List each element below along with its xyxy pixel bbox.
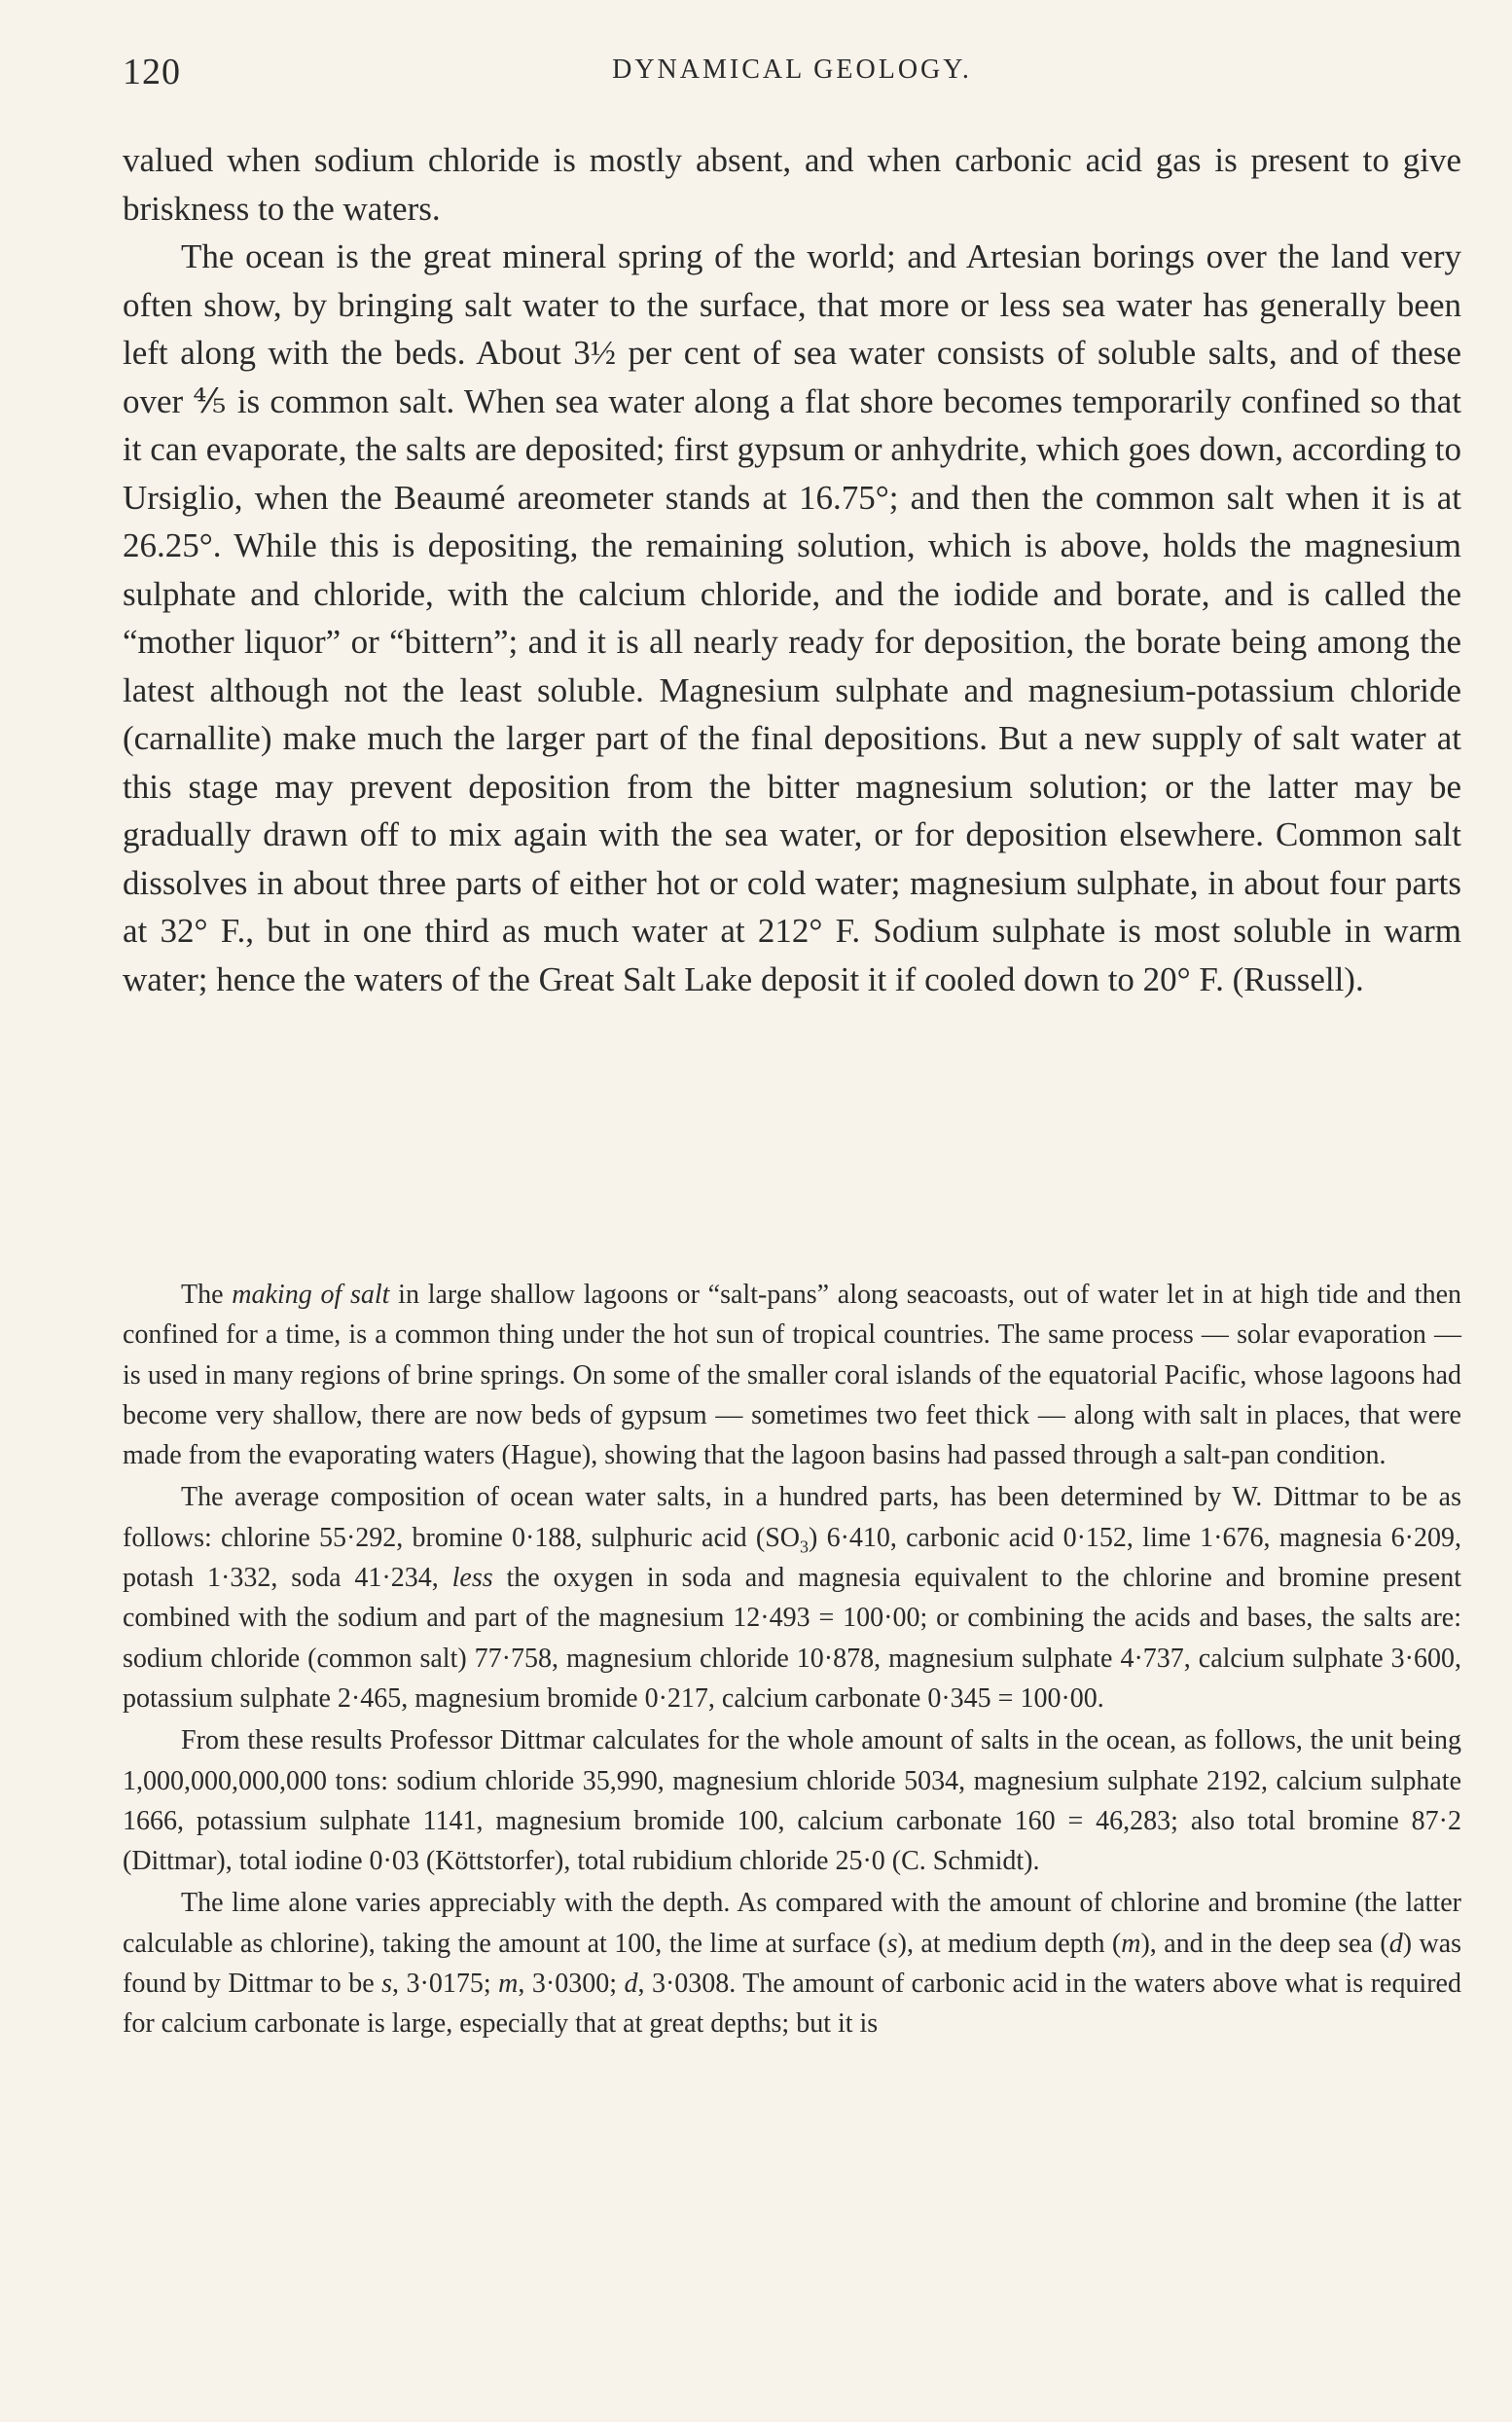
main-text xyxy=(123,136,1461,1003)
note-dittmar-totals: From these results Professor Dittmar calculates for the whole amount of salts in the ocean, as follows, the unit being 1,000,000,000,000 tons: sodium chloride 35,990, magnesium chloride 5034, magnesium sulphate 2192, calcium sulphate 1666, potassium sulphate 1141, magnesium bromide 100, calcium carbonate 160 = 46,283; also total bromine 87·2 (Dittmar), total iodine 0·03 (Köttstorfer), total rubidium chloride 25·0 (C. Schmidt). xyxy=(123,1725,1461,1877)
note-text: The lime alone varies appreciably with the depth. As compared with the amount of chlorine and bromine (the latter calculable as chlorine), taking the amount at 100, the lime at surface ( xyxy=(123,1888,1461,1959)
note-italic-term: m xyxy=(1121,1928,1141,1959)
note-text: The average composition of ocean water salts, in a hundred parts, has been determined by W. Dittmar to be as follows: chlorine 55·292, bromine 0·188, sulphuric acid (SO xyxy=(123,1482,1461,1553)
paragraph-continued: valued when sodium chloride is mostly absent, and when carbonic acid gas is present to give briskness to the waters. xyxy=(123,141,1461,228)
note-italic-term: s xyxy=(381,1969,393,2000)
note-making-of-salt xyxy=(123,1275,1461,1475)
paragraph-ocean-mineral-spring: The ocean is the great mineral spring of the world; and Artesian borings over the land very often show, by bringing salt water to the surface, that more or less sea water has generally been left along with the beds. About 3½ per cent of sea water consists of soluble salts, and of these over ⅘ is common salt. When sea water along a flat shore becomes temporarily confined so that it can evaporate, the salts are deposited; first gypsum or anhydrite, which goes down, according to Ursiglio, when the Beaumé areometer stands at 16.75°; and then the common salt when it is at 26.25°. While this is depositing, the remaining solution, which is above, holds the magnesium sulphate and chloride, with the calcium chloride, and the iodide and borate, and is called the “mother liquor” or “bittern”; and it is all nearly ready for deposition, the borate being among the latest although not the least soluble. Magnesium sulphate and magnesium-potassium chloride (carnallite) make much the larger part of the final depositions. But a new supply of salt water at this stage may prevent deposition from the bitter magnesium solution; or the latter may be gradually drawn off to mix again with the sea water, or for deposition elsewhere. Common salt dissolves in about three parts of either hot or cold water; magnesium sulphate, in about four parts at 32° F., but in one third as much water at 212° F. Sodium sulphate is most soluble in warm water; hence the waters of the Great Salt Lake deposit it if cooled down to 20° F. (Russell). xyxy=(123,237,1461,998)
note-italic-term: m xyxy=(498,1969,519,2000)
note-text: ) 6·410, carbonic acid 0·152, lime 1·676, magnesia 6·209, potash 1·332, soda 41·234, xyxy=(123,1522,1461,1594)
note-italic-term: less xyxy=(451,1563,493,1594)
note-text: ) was found by Dittmar to be xyxy=(123,1928,1462,2000)
note-ocean-composition xyxy=(123,1477,1461,1718)
page-header xyxy=(123,51,1461,109)
note-text: , 3·0308. The amount of carbonic acid in the waters above what is required for calcium carbonate is large, especially that at great depths; but it is xyxy=(123,1969,1461,2040)
note-text: the oxygen in soda and magnesia equivalent to the chlorine and bromine present combined with the sodium and part of the magnesium 12·493 = 100·00; or combining the acids and bases, the salts are: sodium chloride (common salt) 77·758, magnesium chloride 10·878, magnesium sulphate 4·737, calcium sulphate 3·600, potassium sulphate 2·465, magnesium bromide 0·217, calcium carbonate 0·345 = 100·00. xyxy=(123,1563,1461,1714)
subscript: 3 xyxy=(800,1536,810,1557)
note-italic-term: d xyxy=(624,1969,638,2000)
note-text: , 3·0300; xyxy=(518,1969,625,2000)
note-text: ), at medium depth ( xyxy=(897,1928,1122,1959)
note-text: , 3·0175; xyxy=(392,1969,499,2000)
note-italic-term: s xyxy=(886,1928,898,1959)
note-italic-term: making of salt xyxy=(232,1280,390,1310)
note-text: ), and in the deep sea ( xyxy=(1140,1928,1389,1959)
note-text: The xyxy=(181,1280,233,1310)
page-number: 120 xyxy=(123,52,181,92)
running-head: DYNAMICAL GEOLOGY. xyxy=(612,54,972,85)
small-print-notes xyxy=(123,1275,1461,2044)
note-italic-term: d xyxy=(1388,1928,1403,1959)
note-text: in large shallow lagoons or “salt-pans” along seacoasts, out of water let in at high tide and then confined for a time, is a common thing under the hot sun of tropical countries. The same process — solar evaporation — is used in many regions of brine springs. On some of the smaller coral islands of the equatorial Pacific, whose lagoons had become very shallow, there are now beds of gypsum — sometimes two feet thick — along with salt in places, that were made from the evaporating waters (Hague), showing that the lagoon basins had passed through a salt-pan condition. xyxy=(123,1280,1461,1471)
note-lime-depth xyxy=(123,1883,1461,2043)
